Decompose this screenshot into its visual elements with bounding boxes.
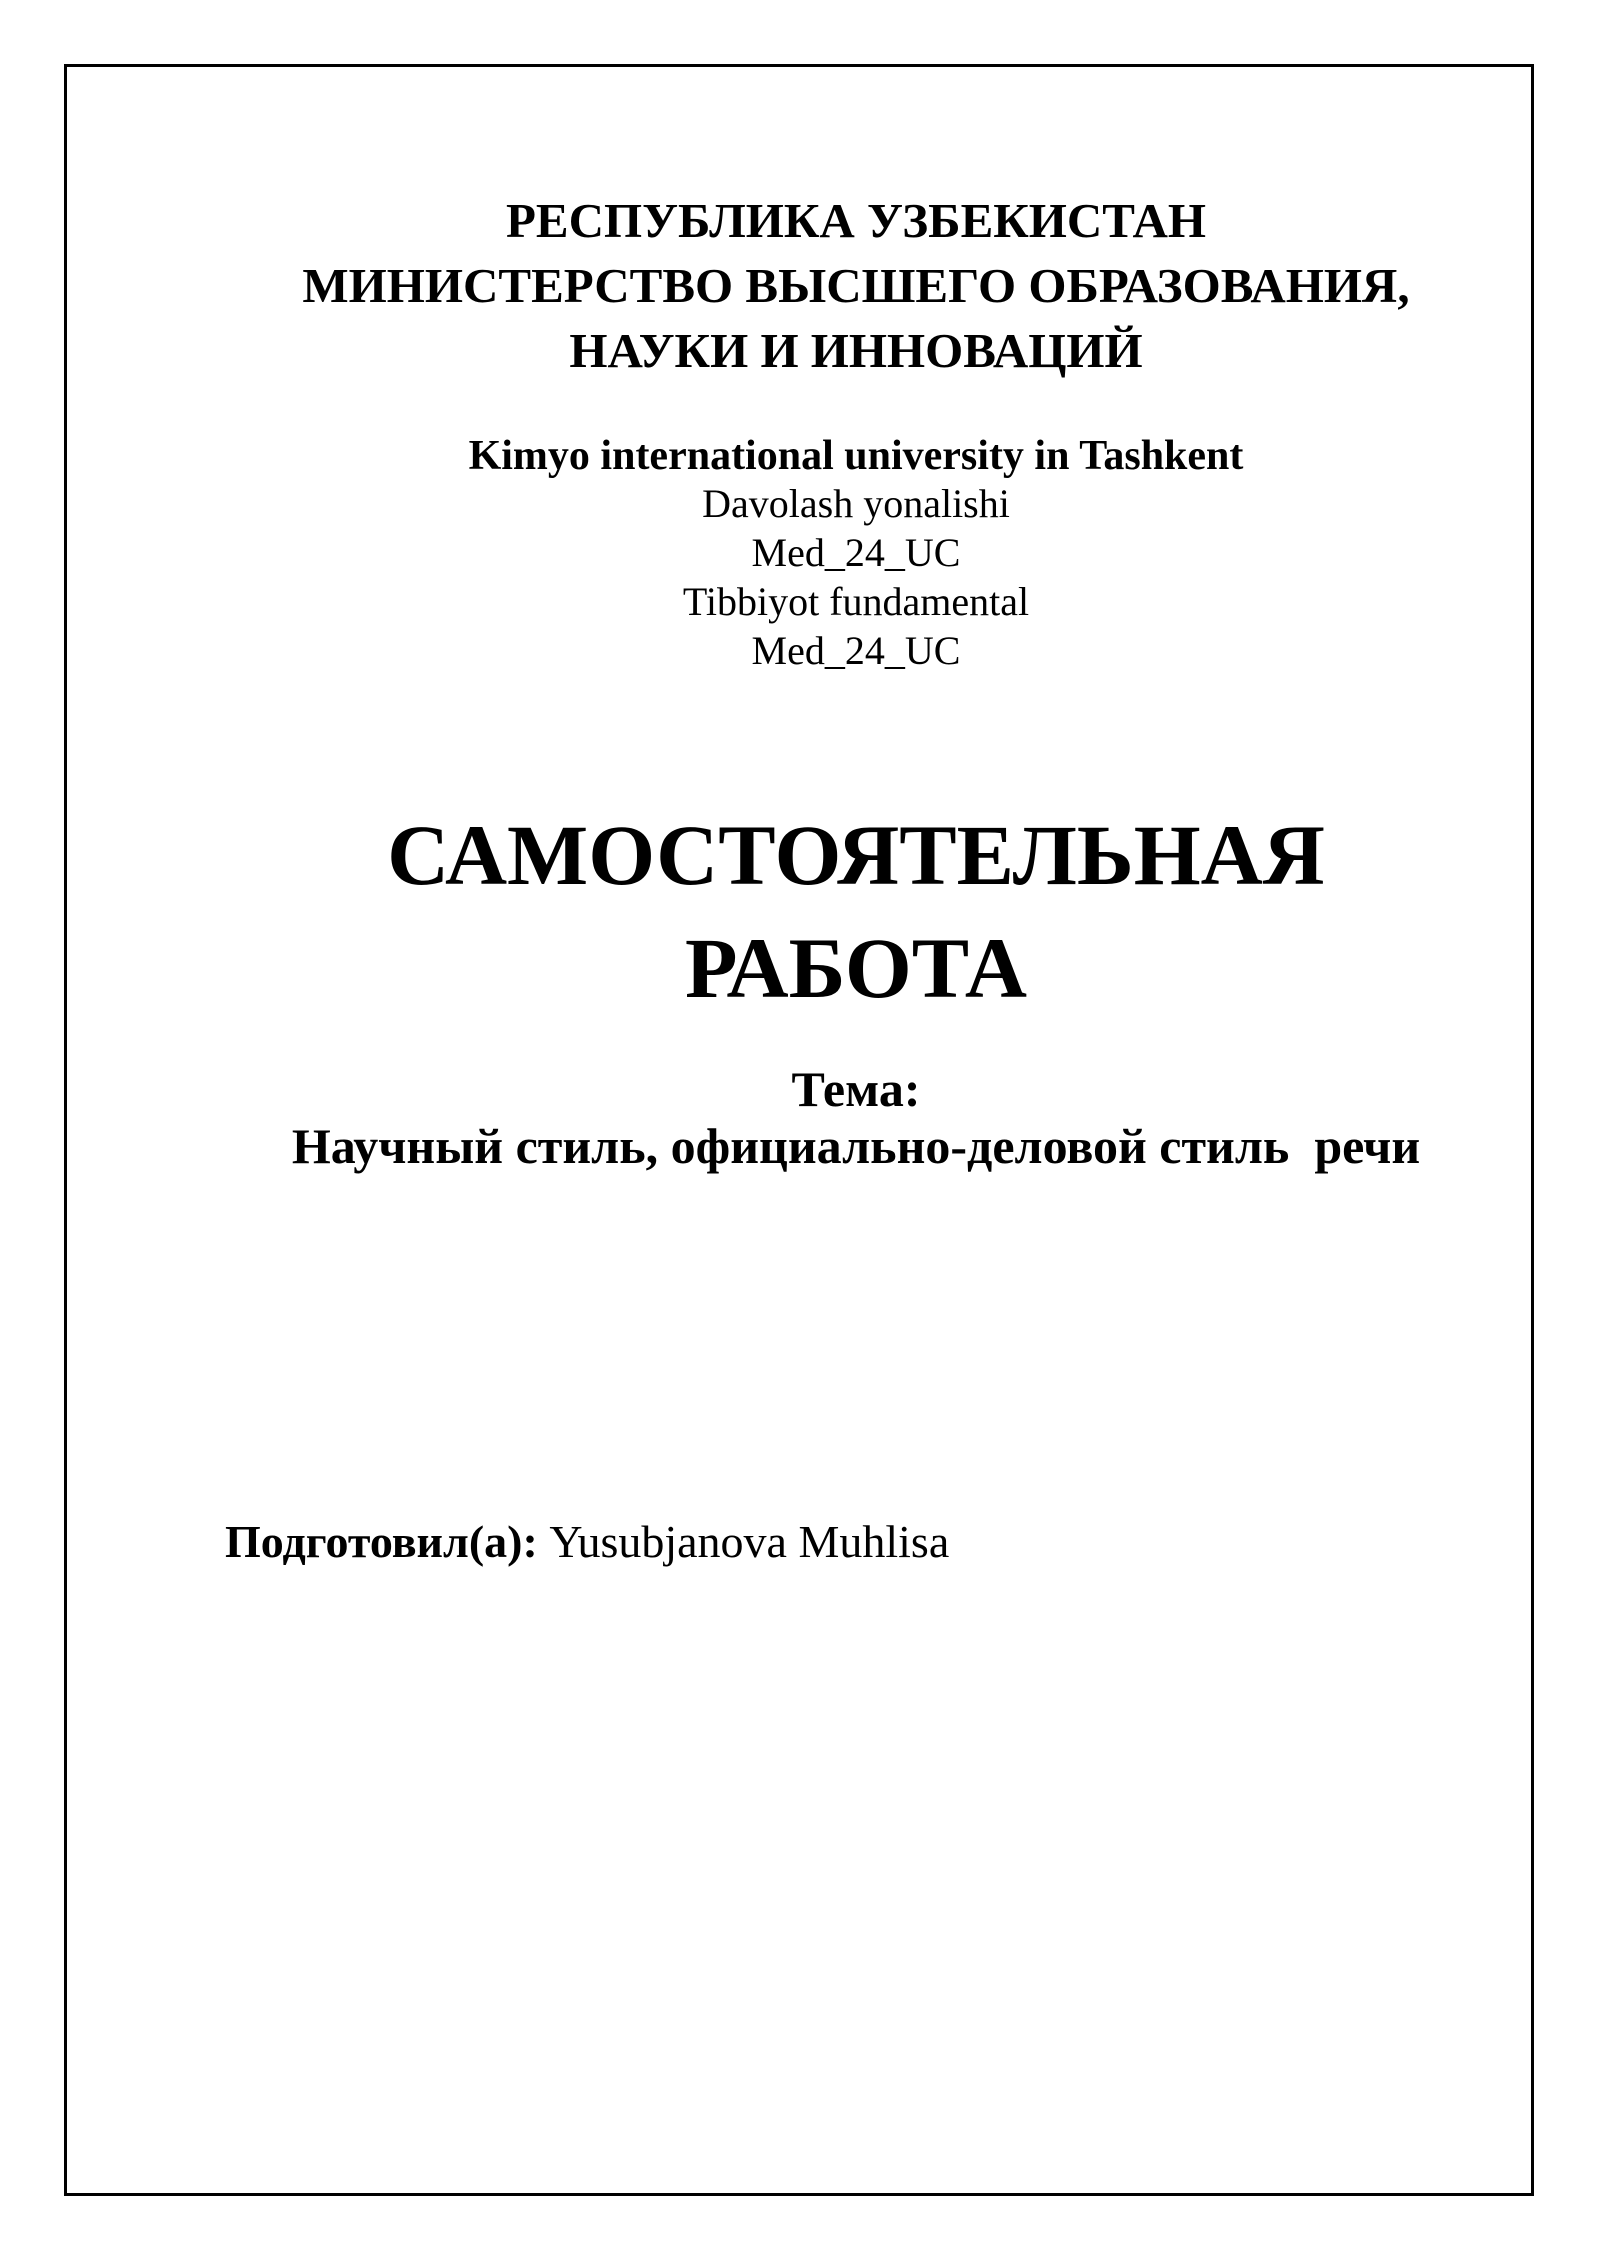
program-direction: Davolash yonalishi [702, 481, 1010, 526]
ministry-header-line-3: НАУКИ И ИННОВАЦИЙ [569, 323, 1143, 378]
program-group-code-2: Med_24_UC [751, 628, 961, 673]
university-name [230, 432, 1482, 481]
ministry-header-line-2: МИНИСТЕРСТВО ВЫСШЕГО ОБРАЗОВАНИЯ, [302, 258, 1410, 313]
prepared-by-label: Подготовил(а): [225, 1516, 538, 1567]
theme-section [230, 1061, 1482, 1175]
program-group-code: Med_24_UC [751, 530, 961, 575]
program-subject: Tibbiyot fundamental [682, 579, 1030, 624]
theme-label: Тема: [791, 1061, 921, 1117]
ministry-header [230, 188, 1482, 383]
program-info [230, 479, 1482, 675]
work-title-line-2: РАБОТА [685, 920, 1027, 1016]
prepared-by-name: Yusubjanova Muhlisa [537, 1516, 950, 1567]
ministry-header-line-1: РЕСПУБЛИКА УЗБЕКИСТАН [505, 193, 1207, 248]
university-name-text: Kimyo international university in Tashkent [468, 433, 1244, 479]
work-title [230, 799, 1482, 1025]
prepared-by-line [225, 1514, 1485, 1570]
theme-text: Научный стиль, официально-деловой стиль речи [291, 1118, 1421, 1174]
work-title-line-1: САМОСТОЯТЕЛЬНАЯ [387, 807, 1325, 903]
